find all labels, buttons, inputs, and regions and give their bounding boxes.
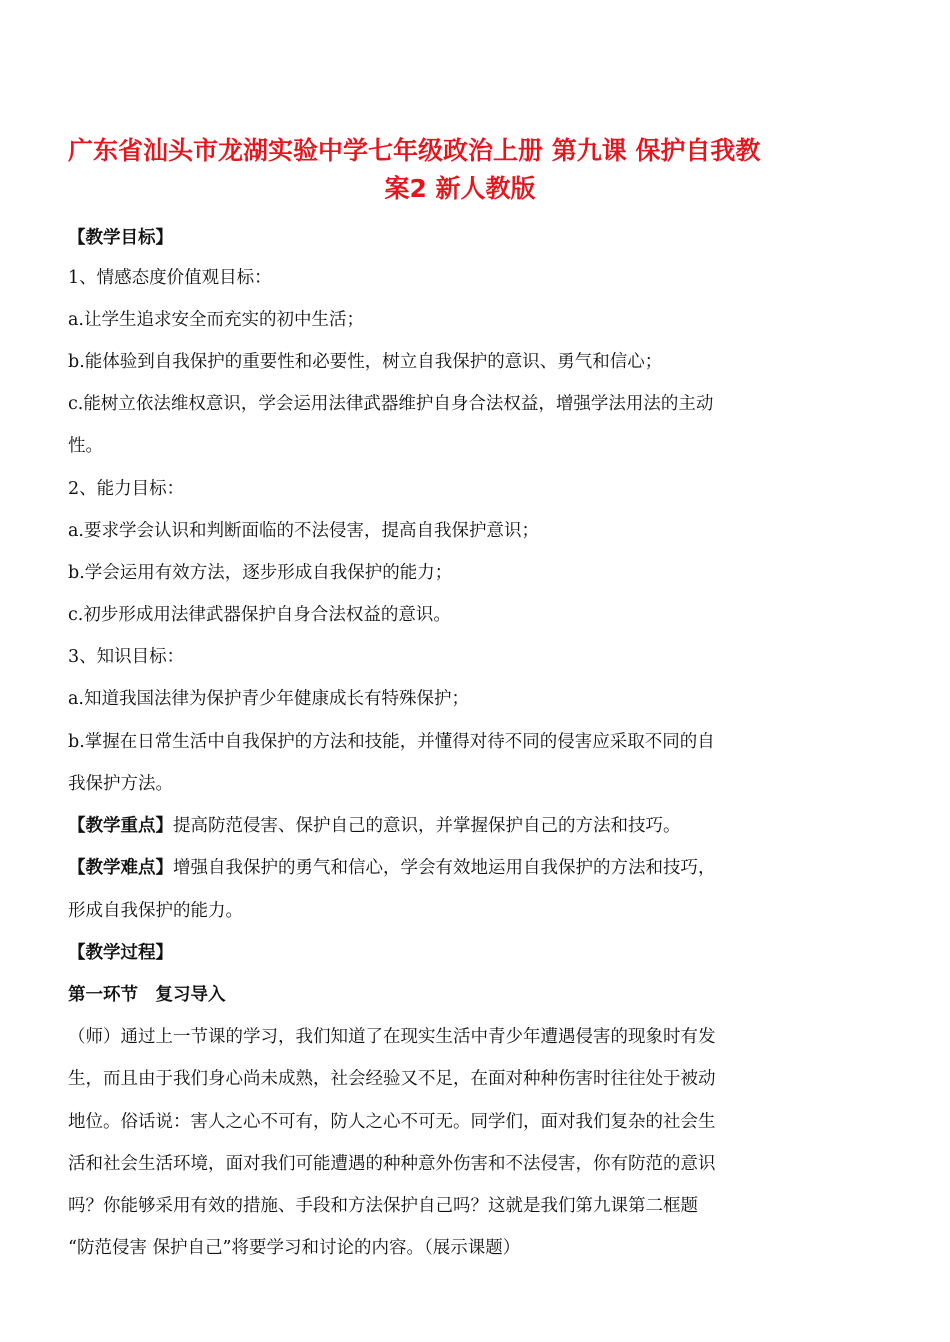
goal1-item-c-line2: 性。 — [68, 436, 103, 456]
key-point-line — [68, 814, 681, 838]
goal3-item-b-line2: 我保护方法。 — [68, 774, 173, 794]
goal1-item-c-line1: c.能树立依法维权意识，学会运用法律武器维护自身合法权益，增强学法用法的主动 — [68, 394, 714, 414]
key-point-text: 提高防范侵害、保护自己的意识，并掌握保护自己的方法和技巧。 — [173, 816, 681, 836]
difficulty-text: 增强自我保护的勇气和信心，学会有效地运用自我保护的方法和技巧， — [173, 858, 716, 878]
difficulty-line2: 形成自我保护的能力。 — [68, 901, 243, 921]
key-point-label: 【教学重点】 — [68, 816, 173, 836]
paragraph-line3: 地位。俗话说：害人之心不可有，防人之心不可无。同学们，面对我们复杂的社会生 — [68, 1112, 716, 1132]
goal2-item-a: a.要求学会认识和判断面临的不法侵害，提高自我保护意识； — [68, 521, 539, 541]
goal3-heading: 3、知识目标： — [68, 647, 185, 667]
stage1-heading: 第一环节 复习导入 — [68, 985, 226, 1005]
paragraph-line4: 活和社会生活环境，面对我们可能遭遇的种种意外伤害和不法侵害，你有防范的意识 — [68, 1154, 716, 1174]
paragraph-line6: “防范侵害 保护自己”将要学习和讨论的内容。（展示课题） — [68, 1238, 521, 1258]
paragraph-line1: （师）通过上一节课的学习，我们知道了在现实生活中青少年遭遇侵害的现象时有发 — [68, 1027, 716, 1047]
goal1-heading: 1、情感态度价值观目标： — [68, 268, 272, 288]
paragraph-line5: 吗？你能够采用有效的措施、手段和方法保护自己吗？这就是我们第九课第二框题 — [68, 1196, 698, 1216]
section-heading-goals: 【教学目标】 — [68, 228, 173, 248]
goal1-item-b: b.能体验到自我保护的重要性和必要性，树立自我保护的意识、勇气和信心； — [68, 352, 663, 372]
difficulty-line1 — [68, 856, 716, 880]
document-title-line1: 广东省汕头市龙湖实验中学七年级政治上册 第九课 保护自我教 — [68, 136, 761, 165]
goal2-item-b: b.学会运用有效方法，逐步形成自我保护的能力； — [68, 563, 453, 583]
goal2-heading: 2、能力目标： — [68, 479, 185, 499]
paragraph-line2: 生，而且由于我们身心尚未成熟，社会经验又不足，在面对种种伤害时往往处于被动 — [68, 1069, 716, 1089]
goal3-item-b-line1: b.掌握在日常生活中自我保护的方法和技能，并懂得对待不同的侵害应采取不同的自 — [68, 732, 715, 752]
goal1-item-a: a.让学生追求安全而充实的初中生活； — [68, 310, 364, 330]
difficulty-label: 【教学难点】 — [68, 858, 173, 878]
goal2-item-c: c.初步形成用法律武器保护自身合法权益的意识。 — [68, 605, 451, 625]
section-heading-process: 【教学过程】 — [68, 943, 173, 963]
goal3-item-a: a.知道我国法律为保护青少年健康成长有特殊保护； — [68, 689, 469, 709]
document-title-line2: 案2 新人教版 — [384, 174, 536, 203]
